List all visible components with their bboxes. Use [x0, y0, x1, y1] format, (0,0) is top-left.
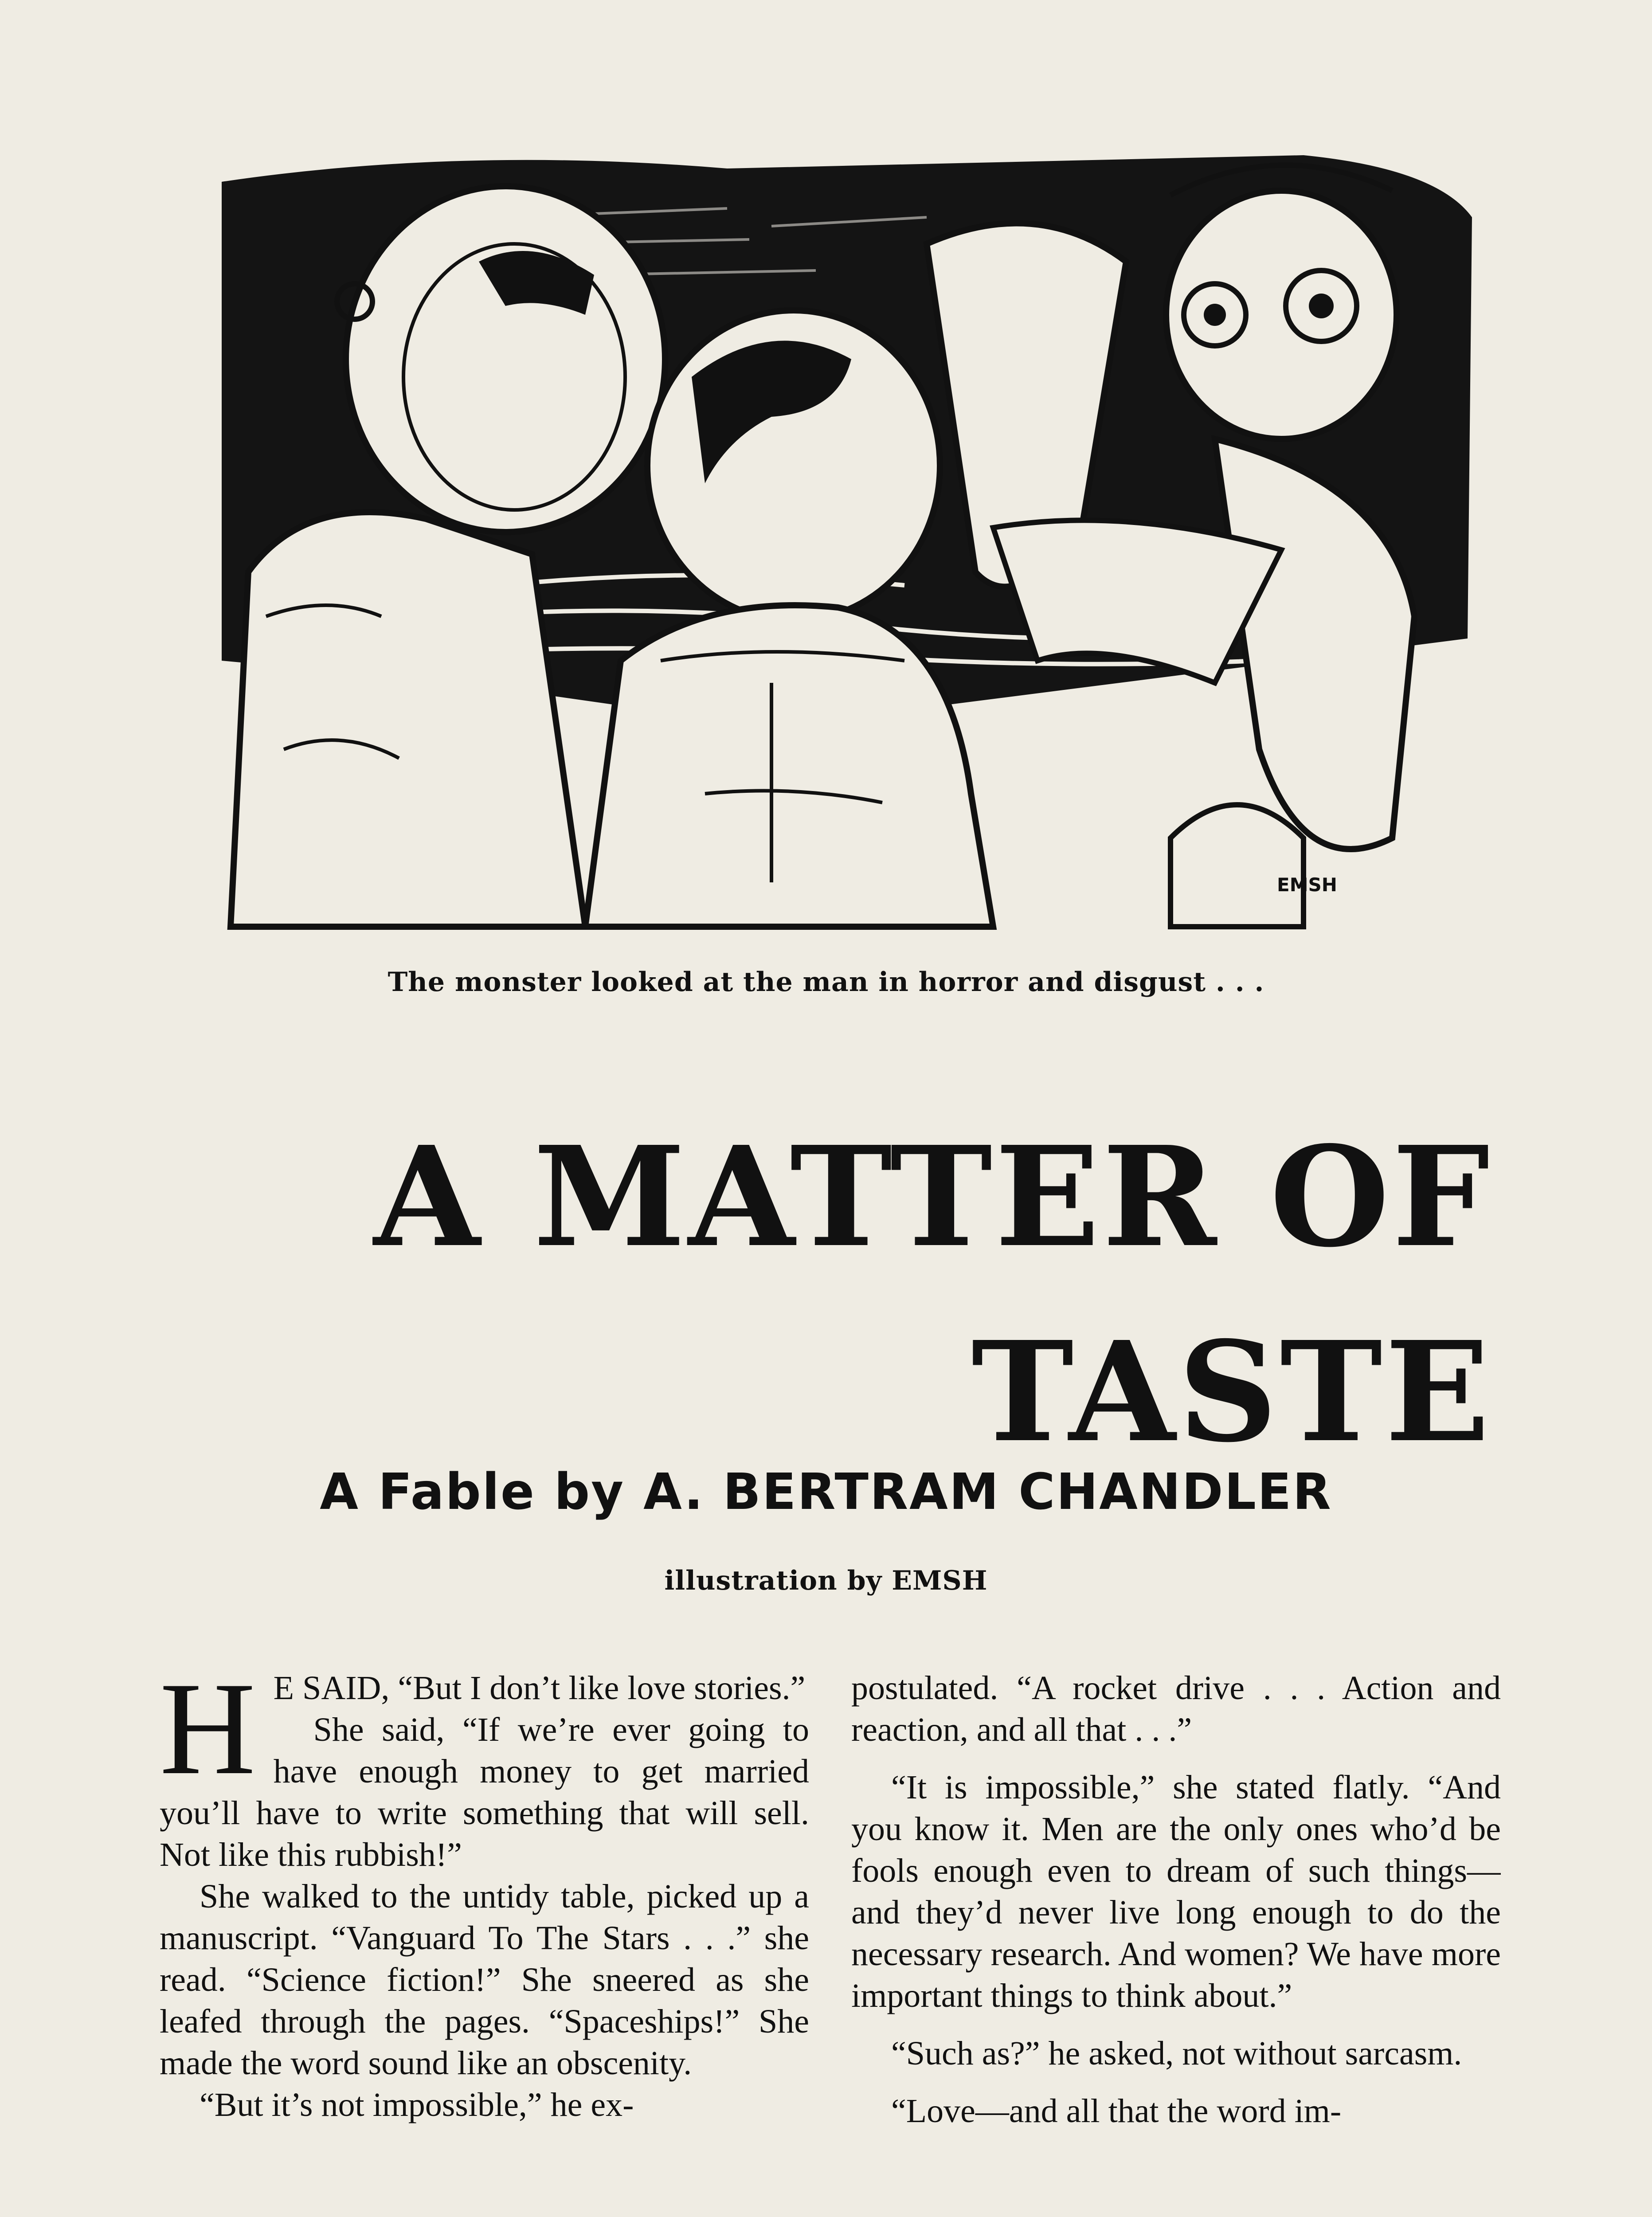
svg-text:EMSH: EMSH	[1277, 874, 1337, 896]
illustration-caption: The monster looked at the man in horror and disgust . . .	[388, 967, 1264, 998]
paragraph: postulated. “A rocket drive . . . Action and reaction, and all that . . .”	[851, 1669, 1501, 1748]
paragraph: She walked to the untidy table, picked up a manuscript. “Vanguard To The Stars . . .” she read. “Science fiction!” She sneered as she leafed through the pages. “Spaceships!” She made the word sound like an obscenity.	[160, 1878, 809, 2082]
paragraph: “Love—and all that the word im-	[891, 2092, 1342, 2130]
title-line-2: TASTE	[971, 1312, 1492, 1473]
text-column-left	[160, 1667, 809, 2217]
illustration-credit: illustration by EMSH	[664, 1565, 988, 1596]
title-line-1: A MATTER OF	[373, 1116, 1492, 1278]
story-title	[374, 1100, 1492, 1490]
author-byline: A Fable by A. BERTRAM CHANDLER	[320, 1463, 1332, 1521]
drop-cap: H	[160, 1667, 256, 1802]
paragraph: “It is impossible,” she stated flatly. “And you know it. Men are the only ones who’d be fools enough even to dream of such things—and they’d never live long enough to do the necessary research. And women? We have more important things to think about.”	[851, 1769, 1501, 2014]
paragraph: She said, “If we’re ever going to have enough money to get married you’ll have to write something that will sell. Not like this rubbish!”	[160, 1711, 809, 1873]
paragraph-text: E SAID, “But I don’t like love stories.”	[273, 1669, 806, 1707]
story-illustration	[195, 129, 1494, 944]
text-column-right	[851, 1667, 1501, 2217]
paragraph: “Such as?” he asked, not without sarcasm.	[891, 2035, 1462, 2072]
paragraph: “But it’s not impossible,” he ex-	[200, 2086, 634, 2123]
